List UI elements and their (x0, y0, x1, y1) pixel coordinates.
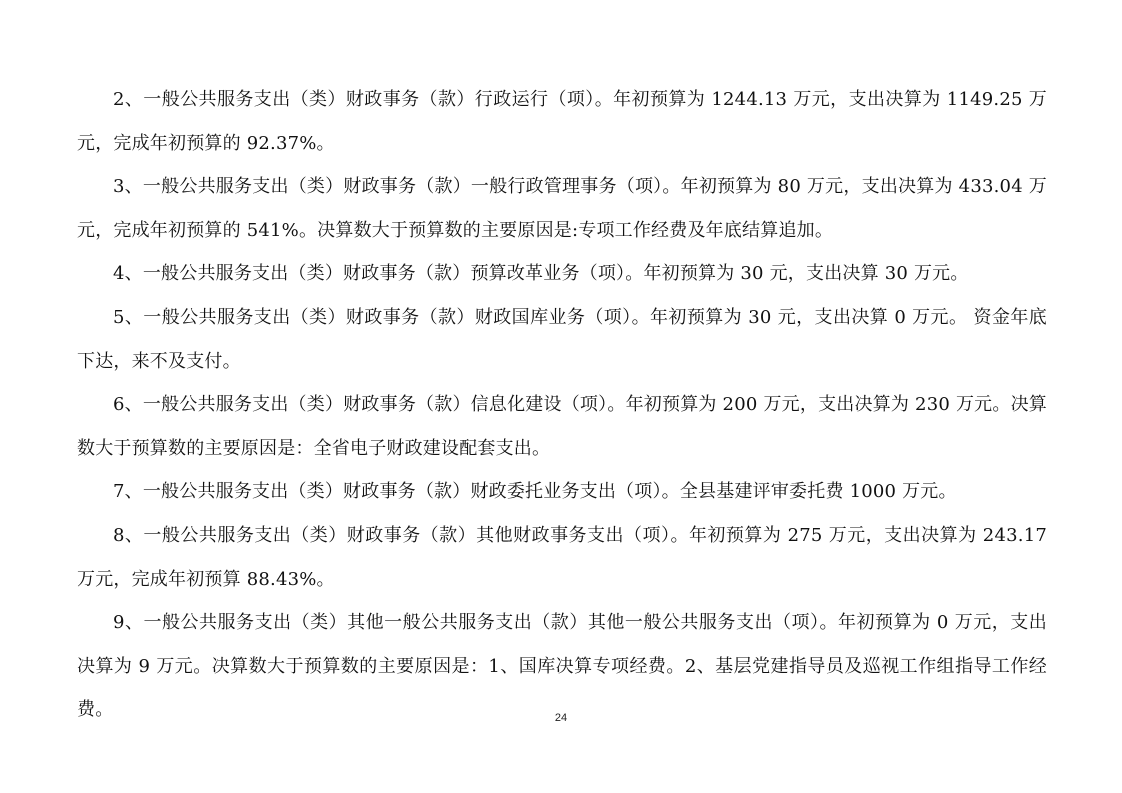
paragraph-item-4: 4、一般公共服务支出（类）财政事务（款）预算改革业务（项）。年初预算为 30 元，支出决算 30 万元。 (113, 263, 969, 285)
paragraph-item-7: 7、一般公共服务支出（类）财政事务（款）财政委托业务支出（项）。全县基建评审委托费 1000 万元。 (113, 481, 957, 503)
document-body (77, 78, 1047, 732)
page-number: 24 (554, 712, 568, 724)
paragraph-item-8: 8、一般公共服务支出（类）财政事务（款）其他财政事务支出（项）。年初预算为 275 万元，支出决算为 243.17 万元，完成年初预算 88.43%。 (77, 524, 1047, 590)
paragraph-item-2: 2、一般公共服务支出（类）财政事务（款）行政运行（项）。年初预算为 1244.13 万元，支出决算为 1149.25 万元，完成年初预算的 92.37%。 (77, 89, 1047, 154)
paragraph-item-6: 6、一般公共服务支出（类）财政事务（款）信息化建设（项）。年初预算为 200 万元，支出决算为 230 万元。决算数大于预算数的主要原因是：全省电子财政建设配套支出。 (77, 394, 1047, 459)
paragraph-item-5: 5、一般公共服务支出（类）财政事务（款）财政国库业务（项）。年初预算为 30 元，支出决算 0 万元。 资金年底下达，来不及支付。 (77, 306, 1047, 372)
paragraph-item-3: 3、一般公共服务支出（类）财政事务（款）一般行政管理事务（项）。年初预算为 80 万元，支出决算为 433.04 万元，完成年初预算的 541%。决算数大于预算数的主要原因是:专项工作经费及年底结算追加。 (77, 176, 1047, 241)
paragraph-item-9: 9、一般公共服务支出（类）其他一般公共服务支出（款）其他一般公共服务支出（项）。年初预算为 0 万元，支出决算为 9 万元。决算数大于预算数的主要原因是：1、国库决算专项经费。2、基层党建指导员及巡视工作组指导工作经费。 (77, 612, 1047, 721)
